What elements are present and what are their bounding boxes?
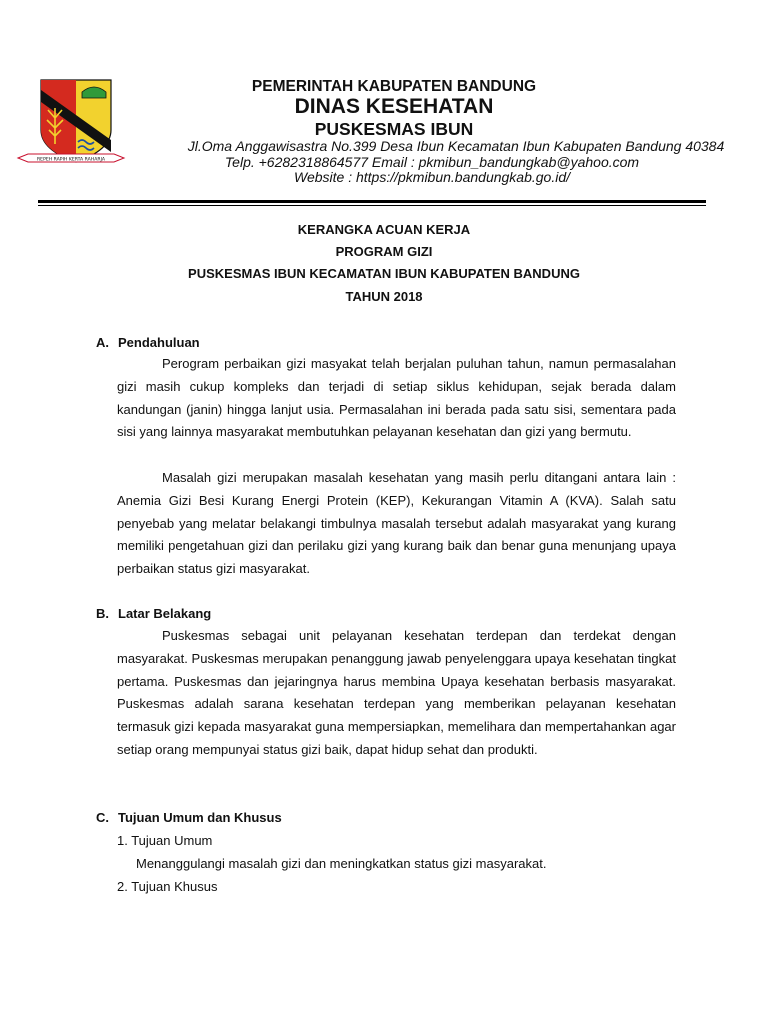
section-heading [96, 810, 282, 825]
website-line: Website : https://pkmibun.bandungkab.go.id/ [293, 169, 571, 185]
paragraph [117, 625, 676, 762]
health-center-name: PUSKESMAS IBUN [314, 119, 474, 139]
address-line: Jl.Oma Anggawisastra No.399 Desa Ibun Kecamatan Ibun Kabupaten Bandung 40384 [187, 138, 725, 154]
department-name: DINAS KESEHATAN [294, 95, 494, 118]
section-title: Pendahuluan [118, 335, 200, 350]
paragraph [117, 353, 676, 444]
paragraph-text: Masalah gizi merupakan masalah kesehatan yang masih perlu ditangani antara lain : Anemia Gizi Besi Kurang Energi Protein (KEP), Kekurangan Vitamin A (KVA). Salah satu penyebab yang melatar belakangi timbulnya masalah tersebut adalah masyarakat yang kurang memiliki pengetahuan gizi dan perilaku gizi yang kurang baik dan benar guna menunjang upaya perbaikan status gizi masyarakat. [117, 470, 676, 577]
list-item-label: 2. Tujuan Khusus [117, 879, 218, 894]
section-letter: C. [96, 810, 109, 825]
document-title-line: TAHUN 2018 [345, 289, 423, 304]
paragraph-text: Puskesmas sebagai unit pelayanan kesehatan terdepan dan terdekat dengan masyarakat. Puskesmas merupakan penanggung jawab penyelenggara upaya kesehatan tingkat pertama. Puskesmas dan jejaringnya harus membina Upaya kesehatan berbasis masyarakat. Puskesmas adalah sarana kesehatan terdepan yang memberikan pelayanan kesehatan termasuk gizi kepada masyarakat guna mempersiapkan, memelihara dan mempertahankan agar setiap orang mempunyai status gizi baik, dapat hidup sehat dan produkti. [117, 628, 676, 757]
section-title: Latar Belakang [118, 606, 212, 621]
letterhead-divider-thin [38, 205, 706, 206]
section-heading [96, 606, 211, 621]
section-letter: B. [96, 606, 109, 621]
section-letter: A. [96, 335, 109, 350]
paragraph [117, 467, 676, 581]
document-title-line: KERANGKA ACUAN KERJA [297, 222, 471, 237]
government-name: PEMERINTAH KABUPATEN BANDUNG [251, 78, 537, 95]
document-title-line: PROGRAM GIZI [335, 244, 433, 259]
letterhead-divider [38, 200, 706, 203]
list-item-label: 1. Tujuan Umum [117, 833, 213, 848]
logo-motto: REPEH RAPIH KERTA RAHARJA [36, 157, 106, 163]
list-item-text: Menanggulangi masalah gizi dan meningkatkan status gizi masyarakat. [136, 856, 547, 871]
section-title: Tujuan Umum dan Khusus [118, 810, 282, 825]
section-heading [96, 335, 200, 350]
paragraph-text: Perogram perbaikan gizi masyakat telah berjalan puluhan tahun, namun permasalahan gizi masih cukup kompleks dan terjadi di setiap siklus kehidupan, sejak berada dalam kandungan (janin) hingga lanjut usia. Permasalahan ini berada pada satu sisi, sementara pada sisi yang lainnya masyarakat membutuhkan pelayanan kesehatan dan gizi yang bermutu. [117, 356, 676, 440]
contact-line: Telp. +6282318864577 Email : pkmibun_bandungkab@yahoo.com [224, 154, 640, 170]
document-title-line: PUSKESMAS IBUN KECAMATAN IBUN KABUPATEN BANDUNG [188, 266, 580, 281]
